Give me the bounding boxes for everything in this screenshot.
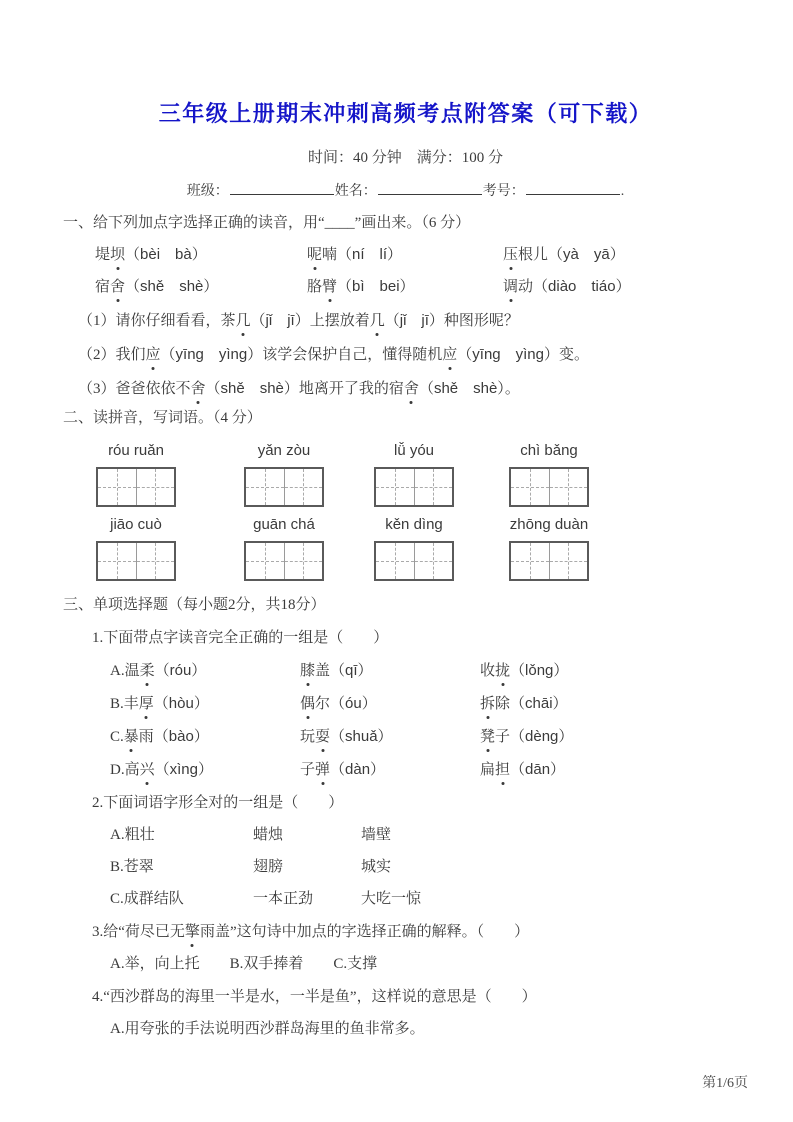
word-item [480,696,568,712]
word-item [480,663,568,679]
question-4-stem: 4.“西沙群岛的海里一半是水，一半是鱼”，这样说的意思是（ ） [92,989,537,1005]
option-item: 翅膀 [253,859,284,875]
dotted-char: 擎 [185,922,200,943]
question-3-stem: 3.给“荷尽已无擎雨盖”这句诗中加点的字选择正确的解释。（ ） [92,922,748,943]
dotted-char: 呢 [307,244,322,266]
word-item [124,729,209,745]
dotted-char: 膝 [300,661,315,682]
grid-cell [136,543,175,579]
pinyin-grid-row [96,515,748,581]
field-blank [230,180,334,195]
option-row [110,954,748,975]
fields-tail: . [620,184,625,199]
word-text: 暴雨 [124,729,154,745]
grid-cell [511,543,549,579]
pinyin-grid-col [96,515,176,581]
option-item [480,693,568,715]
option-label: D. [110,762,125,778]
word-text: 温柔 [125,663,155,679]
option-row [110,889,748,910]
pinyin-text: （chāi） [510,695,568,712]
dotted-char: 应 [146,344,161,366]
option-item: A.举，向上托 [110,956,200,972]
pinyin-text: （jǐ jī） [384,312,444,329]
pinyin-text: （yà yā） [548,246,625,263]
field-label: 班级： [186,184,229,199]
option-item: C.成群结队 [110,891,184,907]
dotted-char: 舍 [191,378,206,400]
word-item [300,762,385,778]
writing-grid [244,467,324,507]
option-row [110,693,748,715]
dotted-char: 担 [495,760,510,781]
word-item-col [503,244,625,266]
section-3-heading: 三、单项选择题（每小题2分，共18分） [63,597,326,613]
pinyin-text: （qī） [330,662,373,679]
section-2-heading: 二、读拼音，写词语。（4 分） [63,410,262,426]
grid-cell [284,469,323,505]
word-text: 膝盖 [300,663,330,679]
dotted-char: 暴 [124,727,139,748]
word-item [300,663,373,679]
dotted-char: 拢 [495,661,510,682]
option-item [110,759,300,781]
grid-cell [549,469,588,505]
writing-grid [374,467,454,507]
option-row [110,726,748,748]
pinyin-text: （róu） [154,662,207,679]
dotted-char: 舍 [110,276,125,298]
option-item: B.双手捧着 [229,956,304,972]
pinyin-text: （bèi bà） [125,246,207,263]
word-item [300,696,377,712]
dotted-char: 几 [370,310,385,332]
pinyin-label: chì bǎng [520,442,578,459]
pinyin-text: （bào） [153,728,209,745]
grid-cell [549,543,588,579]
word-item-col [307,244,503,266]
dotted-char: 坝 [110,244,125,266]
dotted-char: 拆 [480,694,495,715]
word-item [125,663,207,679]
word-item-col [503,276,631,298]
dotted-char: 臂 [322,276,337,298]
pinyin-text: （shě shè） [125,278,219,295]
field-label: 姓名： [334,184,377,199]
option-item: 蜡烛 [253,827,284,843]
field-blank [526,180,620,195]
dotted-char: 弹 [315,760,330,781]
pinyin-text: （yīng yìng） [160,346,263,363]
grid-cell [98,469,136,505]
pinyin-text: （lǒng） [510,662,569,679]
dotted-char: 压 [503,244,518,266]
word-text: 宿舍 [95,279,125,295]
question-1-stem: 1.下面带点字读音完全正确的一组是（ ） [92,630,389,646]
word-text: 子弹 [300,762,330,778]
writing-grid [509,467,589,507]
option-item: A.粗壮 [110,827,155,843]
word-item [480,729,573,745]
option-row [110,825,748,846]
pinyin-text: （yīng yìng） [457,346,559,363]
option-item: 一本正劲 [253,891,314,907]
grid-cell [284,543,323,579]
dotted-char: 凳 [480,727,495,748]
pinyin-text: （shuǎ） [330,728,393,745]
word-item [307,247,402,263]
dotted-char: 偶 [300,694,315,715]
pinyin-grid-col [509,441,589,507]
word-item [480,762,565,778]
pinyin-label: kěn dìng [385,516,443,533]
option-item [110,693,300,715]
grid-cell [414,543,453,579]
word-text: 玩耍 [300,729,330,745]
word-text: 扁担 [480,762,510,778]
pinyin-text: （jǐ jī） [250,312,310,329]
pinyin-grid-col [374,441,454,507]
word-item [503,279,631,295]
word-text: 调动 [503,279,533,295]
sentence-line: （3）爸爸依依不舍（shě shè）地离开了我的宿舍（shě shè）。 [78,378,748,400]
word-item [95,247,207,263]
word-item [307,279,415,295]
question-2-stem: 2.下面词语字形全对的一组是（ ） [92,795,344,811]
option-label: C. [110,729,124,745]
pinyin-text: （dèng） [510,728,574,745]
student-fields [63,180,748,201]
word-text: 呢喃 [307,247,337,263]
word-item-col [95,244,307,266]
dotted-char: 舍 [404,378,419,400]
pinyin-grid-col [374,515,454,581]
option-item: A.用夸张的手法说明西沙群岛海里的鱼非常多。 [110,1021,425,1037]
pinyin-grid-col [244,515,324,581]
dotted-char: 兴 [140,760,155,781]
option-item [300,759,480,781]
pinyin-text: （shě shè） [418,380,505,397]
word-item-col [307,276,503,298]
grid-cell [136,469,175,505]
option-item [300,726,480,748]
grid-cell [246,543,284,579]
word-text: 堤坝 [95,247,125,263]
word-list-row [95,244,748,266]
pinyin-grid-col [509,515,589,581]
word-text: 偶尔 [300,696,330,712]
pinyin-text: （xìng） [154,761,213,778]
dotted-char: 耍 [315,727,330,748]
exam-meta: 时间：40 分钟 满分：100 分 [307,150,503,166]
sentence-line: （1）请你仔细看看，茶几（jǐ jī）上摆放着几（jǐ jī）种图形呢？ [78,310,748,332]
word-text: 收拢 [480,663,510,679]
grid-cell [376,469,414,505]
option-label: A. [110,663,125,679]
word-text: 压根儿 [503,247,548,263]
word-item [300,729,393,745]
exam-title: 三年级上册期末冲刺高频考点附答案（可下载） [158,101,653,126]
writing-grid [96,541,176,581]
word-item-col [95,276,307,298]
grid-cell [98,543,136,579]
option-item: 墙壁 [361,827,392,843]
pinyin-text: （óu） [330,695,377,712]
pinyin-text: （hòu） [153,695,209,712]
pinyin-grid-col [244,441,324,507]
option-item: C.支撑 [333,956,378,972]
option-row [110,660,748,682]
option-item [300,693,480,715]
pinyin-text: （shě shè） [205,380,299,397]
option-item: 城实 [361,859,392,875]
grid-cell [414,469,453,505]
word-text: 丰厚 [124,696,154,712]
section-1-heading: 一、给下列加点字选择正确的读音，用“____”画出来。（6 分） [63,215,471,231]
pinyin-text: （diào tiáo） [533,278,631,295]
word-item [503,247,625,263]
pinyin-text: （ní lí） [337,246,403,263]
word-list-row [95,276,748,298]
dotted-char: 厚 [139,694,154,715]
option-row [110,1019,748,1040]
pinyin-text: （dān） [510,761,566,778]
field-blank [378,180,482,195]
pinyin-label: lǚ yóu [393,442,435,459]
word-item [95,279,218,295]
pinyin-label: zhōng duàn [509,516,589,533]
word-text: 高兴 [125,762,155,778]
writing-grid [509,541,589,581]
grid-cell [246,469,284,505]
option-label: B. [110,696,124,712]
option-item [480,660,568,682]
pinyin-grid-col [96,441,176,507]
word-item [125,762,213,778]
pinyin-text: （dàn） [330,761,386,778]
option-item: 大吃一惊 [361,891,422,907]
field-label: 考号： [482,184,525,199]
option-item [480,726,573,748]
pinyin-label: guān chá [253,516,315,533]
pinyin-text: （bì bei） [337,278,415,295]
option-item [110,660,300,682]
pinyin-label: jiāo cuò [110,516,162,533]
grid-cell [511,469,549,505]
pinyin-grid-row [96,441,748,507]
sentence-line: （2）我们应（yīng yìng）该学会保护自己，懂得随机应（yīng yìng）变。 [78,344,748,366]
dotted-char: 应 [442,344,457,366]
writing-grid [96,467,176,507]
dotted-char: 调 [503,276,518,298]
grid-cell [376,543,414,579]
word-text: 凳子 [480,729,510,745]
dotted-char: 几 [236,310,251,332]
option-row [110,857,748,878]
word-text: 胳臂 [307,279,337,295]
word-text: 拆除 [480,696,510,712]
option-item [110,726,300,748]
option-item [480,759,565,781]
option-item: B.苍翠 [110,859,154,875]
writing-grid [374,541,454,581]
dotted-char: 柔 [140,661,155,682]
option-item [300,660,480,682]
pinyin-label: róu ruǎn [108,442,164,459]
word-item [124,696,209,712]
option-row [110,759,748,781]
pinyin-label: yǎn zòu [257,442,311,459]
page-number: 第1/6页 [702,1076,748,1091]
writing-grid [244,541,324,581]
